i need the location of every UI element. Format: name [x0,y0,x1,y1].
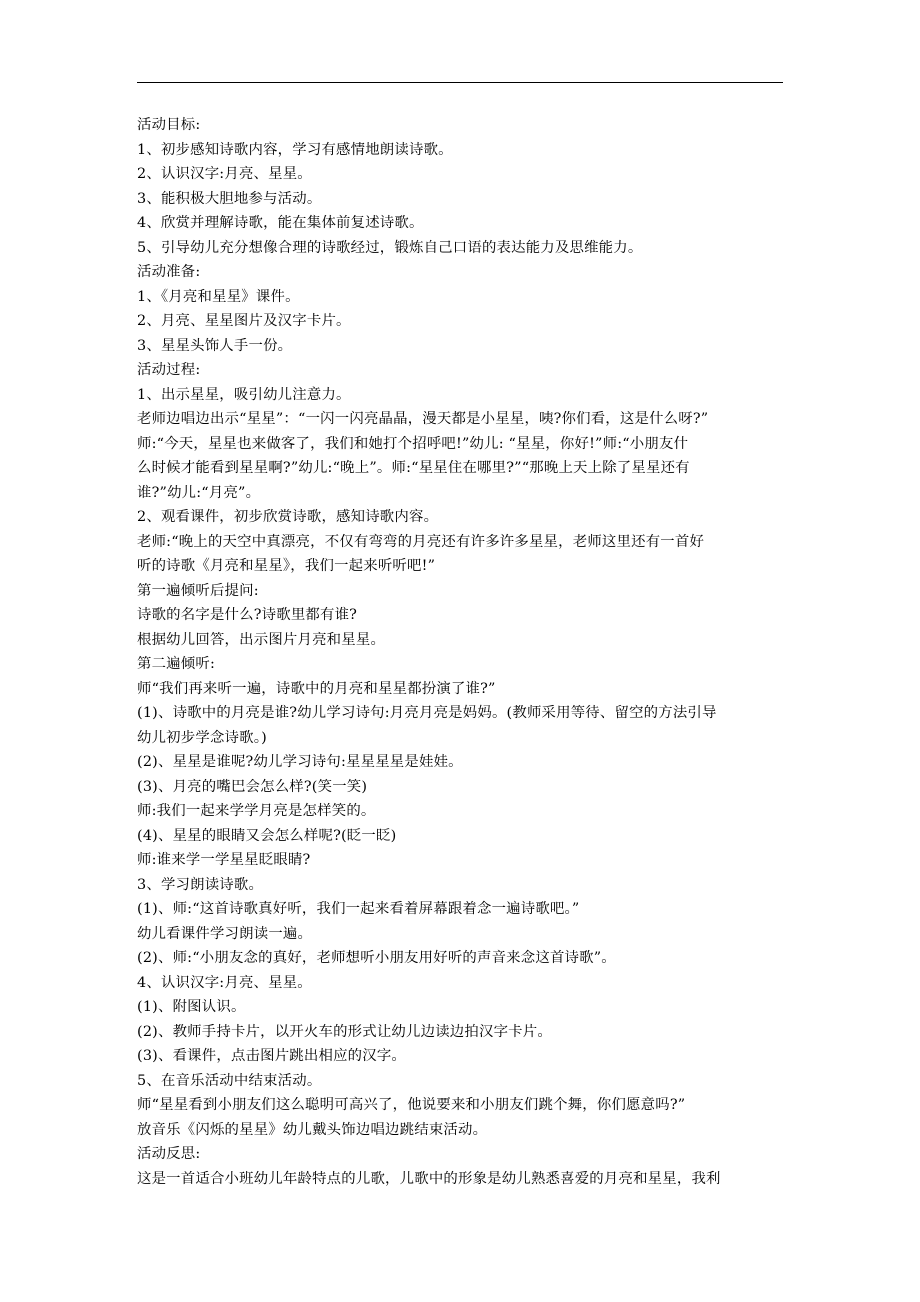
text-line: 2、观看课件，初步欣赏诗歌，感知诗歌内容。 [137,509,439,525]
document-body [137,113,787,1191]
text-line: 2、认识汉字:月亮、星星。 [137,166,312,182]
text-line: 谁?”幼儿:“月亮”。 [137,484,261,501]
text-line: 5、引导幼儿充分想像合理的诗歌经过，锻炼自己口语的表达能力及思维能力。 [137,239,643,256]
text-line: (4)、星星的眼睛又会怎么样呢?(眨一眨) [137,827,397,844]
text-line: 幼儿初步学念诗歌。) [137,729,267,746]
text-line: 听的诗歌《月亮和星星》，我们一起来听听吧!” [137,558,436,574]
text-line: 第一遍倾听后提问: [137,582,259,599]
text-line: 3、能积极大胆地参与活动。 [137,190,322,207]
text-line: 根据幼儿回答，出示图片月亮和星星。 [137,631,386,648]
text-line: (3)、月亮的嘴巴会怎么样?(笑一笑) [137,778,368,795]
text-line: 1、初步感知诗歌内容，学习有感情地朗读诗歌。 [137,141,453,158]
text-line: 1、《月亮和星星》课件。 [137,288,300,305]
text-line: 4、认识汉字:月亮、星星。 [137,974,312,991]
text-line: 3、学习朗读诗歌。 [137,876,264,893]
text-line: 老师:“晚上的天空中真漂亮，不仅有弯弯的月亮还有许多许多星星，老师这里还有一首好 [137,533,705,550]
text-line: (1)、诗歌中的月亮是谁?幼儿学习诗句:月亮月亮是妈妈。(教师采用等待、留空的方法引导 [137,705,717,721]
text-line: 活动过程: [137,362,201,378]
text-line: 活动反思: [137,1146,201,1162]
text-line: 诗歌的名字是什么?诗歌里都有谁? [137,607,358,623]
header-rule [137,82,783,83]
text-line: 幼儿看课件学习朗读一遍。 [137,925,313,942]
text-line: 老师边唱边出示“星星”：“一闪一闪亮晶晶，漫天都是小星星，咦?你们看，这是什么呀?” [137,411,709,427]
text-line: 师:“今天，星星也来做客了，我们和她打个招呼吧!”幼儿: “星星，你好!”师:“小朋友什 [137,435,689,452]
text-line: 么时候才能看到星星啊?”幼儿:“晚上”。师:“星星住在哪里?”“那晚上天上除了星星还有 [137,460,690,476]
text-line: 师“星星看到小朋友们这么聪明可高兴了，他说要来和小朋友们跳个舞，你们愿意吗?” [137,1097,686,1113]
text-line: 放音乐《闪烁的星星》幼儿戴头饰边唱边跳结束活动。 [137,1121,488,1138]
text-line: (2)、师:“小朋友念的真好，老师想听小朋友用好听的声音来念这首诗歌”。 [137,950,616,966]
text-line: 2、月亮、星星图片及汉字卡片。 [137,313,351,329]
text-line: 3、星星头饰人手一份。 [137,337,293,354]
text-line: 1、出示星星，吸引幼儿注意力。 [137,386,351,403]
text-line: 师:我们一起来学学月亮是怎样笑的。 [137,803,376,819]
text-line: 师“我们再来听一遍，诗歌中的月亮和星星都扮演了谁?” [137,680,496,697]
text-line: (1)、附图认识。 [137,999,246,1015]
text-line: 活动目标: [137,117,201,133]
text-line: 师:谁来学一学星星眨眼睛? [137,852,311,868]
text-line: (2)、星星是谁呢?幼儿学习诗句:星星星星是娃娃。 [137,754,463,770]
text-line: 活动准备: [137,264,201,280]
text-line: (3)、看课件，点击图片跳出相应的汉字。 [137,1048,407,1064]
text-line: 4、欣赏并理解诗歌，能在集体前复述诗歌。 [137,215,424,231]
text-line: 第二遍倾听: [137,656,216,672]
text-line: (2)、教师手持卡片，以开火车的形式让幼儿边读边拍汉字卡片。 [137,1023,552,1040]
text-line: (1)、师:“这首诗歌真好听，我们一起来看着屏幕跟着念一遍诗歌吧。” [137,901,580,917]
text-line: 5、在音乐活动中结束活动。 [137,1072,322,1089]
text-line: 这是一首适合小班幼儿年龄特点的儿歌，儿歌中的形象是幼儿熟悉喜爱的月亮和星星，我利 [137,1170,721,1187]
